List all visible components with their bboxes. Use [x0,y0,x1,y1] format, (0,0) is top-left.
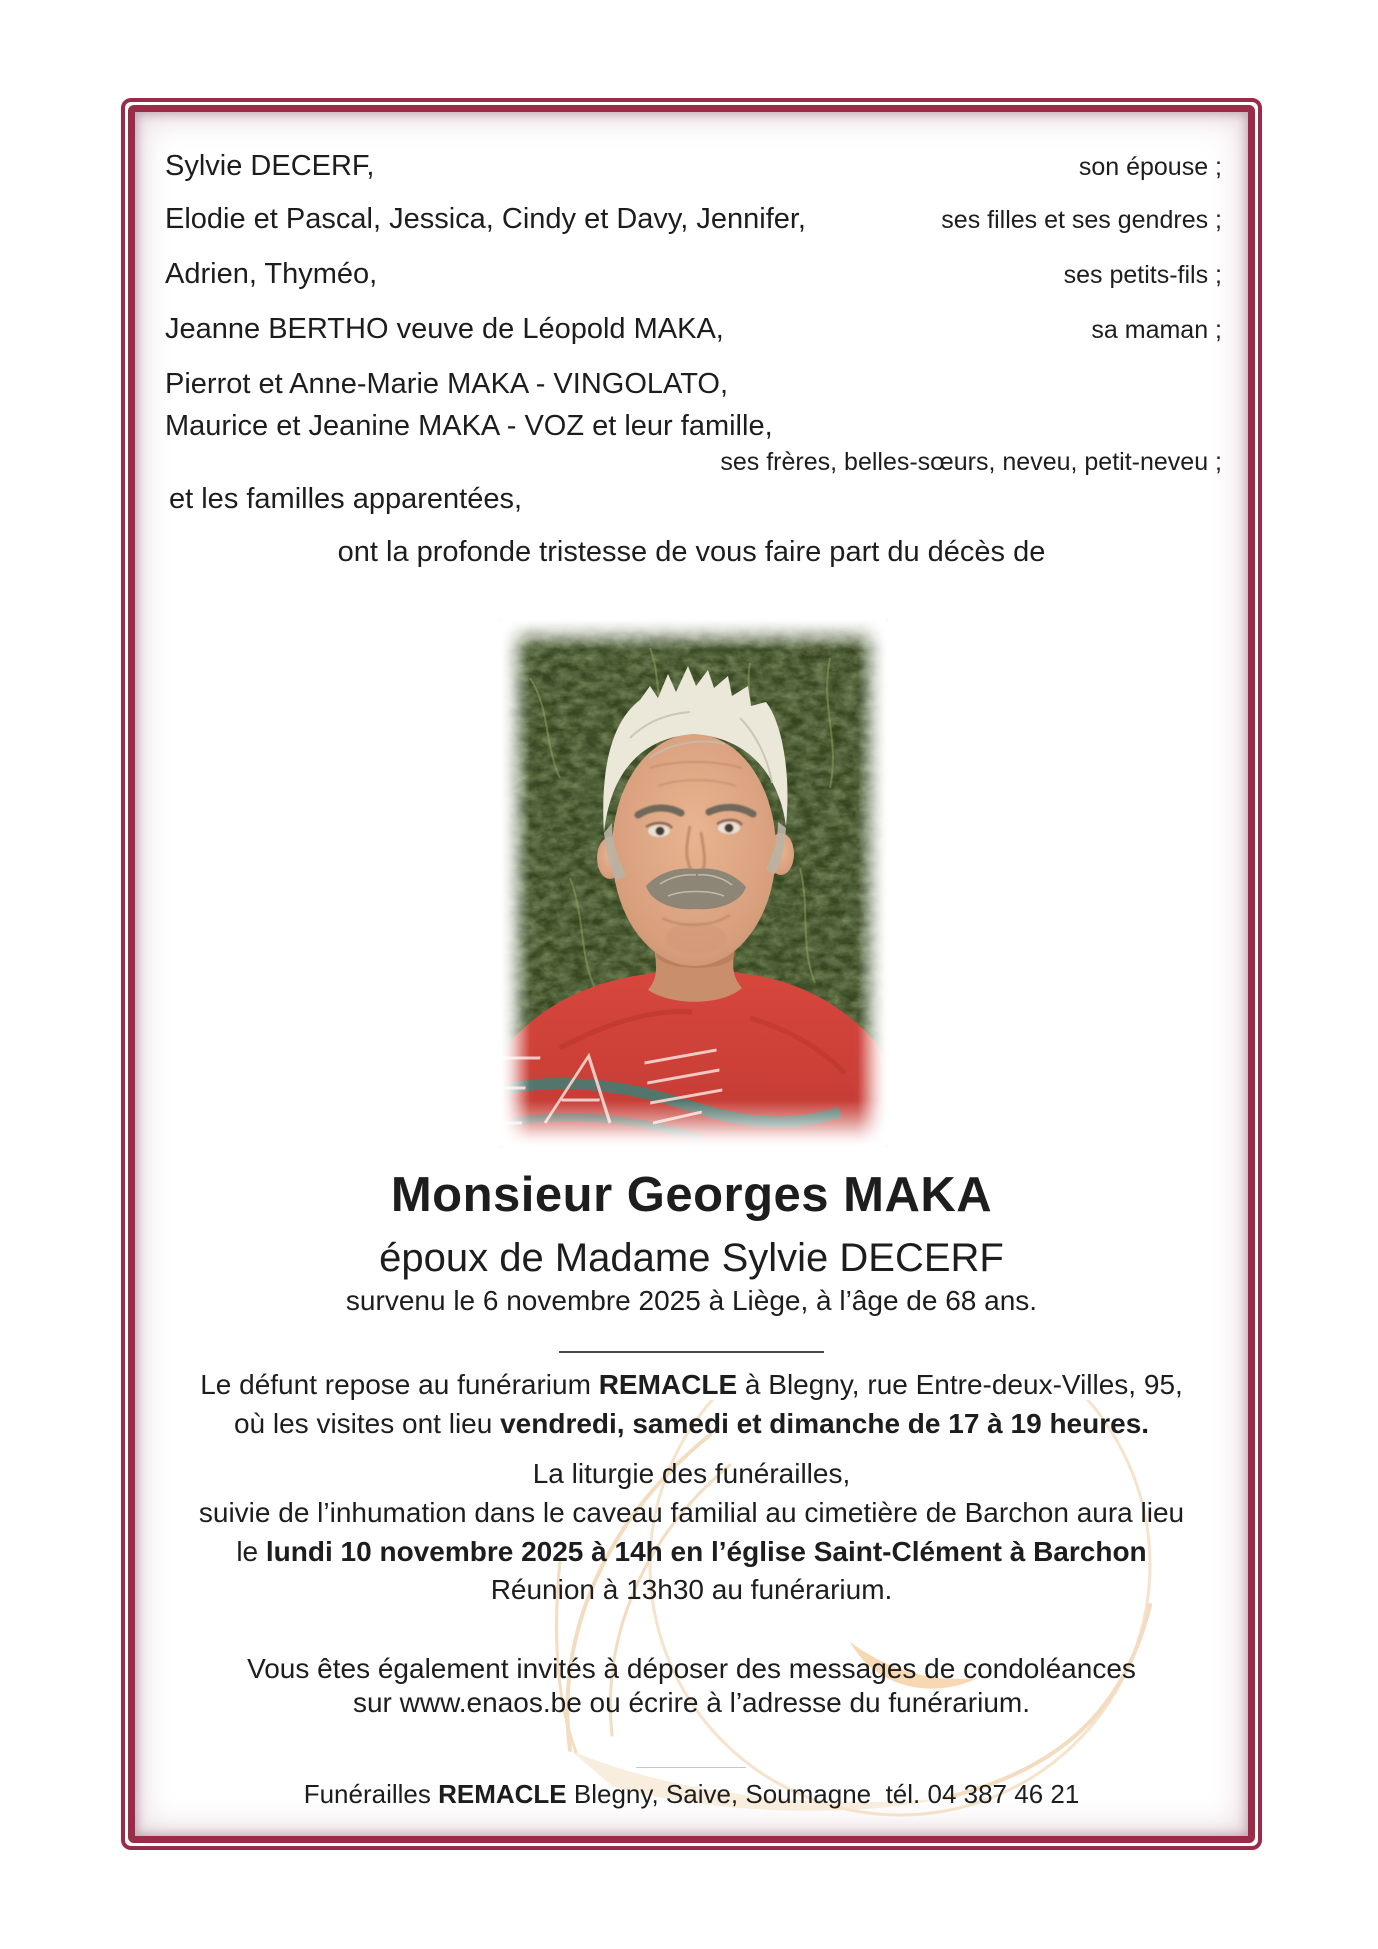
liturgie-line: La liturgie des funérailles, [532,1458,851,1489]
family-relation: son épouse ; [1078,153,1222,181]
family-line [165,313,1222,346]
visites-schedule: vendredi, samedi et dimanche de 17 à 19 heures. [500,1408,1150,1439]
family-relation: ses frères, belles-sœurs, neveu, petit-neveu ; [720,448,1222,476]
family-relation: sa maman ; [1091,316,1222,344]
memorial-card-inner [128,105,1255,1843]
visites-text: où les visites ont lieu [233,1408,501,1439]
footer-prefix: Funérailles [303,1779,439,1809]
death-date-line: survenu le 6 novembre 2025 à Liège, à l’âge de 68 ans. [345,1285,1038,1316]
family-names: Sylvie DECERF, [165,150,375,182]
funeral-home-line [135,1779,1248,1810]
family-names: Pierrot et Anne-Marie MAKA - VINGOLATO, [165,368,729,400]
ceremony-date-prefix: le [236,1536,266,1567]
family-names: Maurice et Jeanine MAKA - VOZ et leur famille, [165,410,773,442]
memorial-card-frame [121,98,1262,1850]
repose-line [135,1369,1248,1401]
family-line [165,258,1222,291]
repose-text: Le défunt repose au funérarium [200,1369,599,1400]
family-names: Jeanne BERTHO veuve de Léopold MAKA, [165,313,724,345]
family-line [165,150,1222,183]
condolences-line: Vous êtes également invités à déposer des messages de condoléances [247,1653,1136,1684]
portrait-illustration [500,618,888,1148]
family-names: et les familles apparentées, [169,483,523,515]
visites-line [135,1408,1248,1440]
family-names: Adrien, Thyméo, [165,258,378,290]
family-names: Elodie et Pascal, Jessica, Cindy et Davy, Jennifer, [165,203,806,235]
family-relation: ses petits-fils ; [1063,261,1222,289]
family-relation: ses filles et ses gendres ; [941,206,1222,234]
repose-address: à Blegny, rue Entre-deux-Villes, 95, [737,1369,1183,1400]
family-line [165,448,1222,477]
deceased-name: Monsieur Georges MAKA [390,1168,993,1222]
footer-divider [636,1767,746,1768]
announcement-line: ont la profonde tristesse de vous faire part du décès de [337,536,1046,568]
family-line [165,203,1222,236]
portrait-photo [500,618,888,1148]
ceremony-date-line [135,1536,1248,1568]
inhumation-line: suivie de l’inhumation dans le caveau familial au cimetière de Barchon aura lieu [198,1497,1185,1528]
family-line [165,483,1222,516]
family-line [165,368,1222,401]
ceremony-date-bold: lundi 10 novembre 2025 à 14h en l’église Saint-Clément à Barchon [265,1536,1147,1567]
funeral-home-brand: REMACLE [598,1369,738,1400]
reunion-line: Réunion à 13h30 au funérarium. [490,1574,893,1605]
section-divider [559,1351,824,1353]
family-line [165,410,1222,443]
footer-contact: Blegny, Saive, Soumagne tél. 04 387 46 21 [566,1779,1080,1809]
footer-brand: REMACLE [438,1779,567,1809]
spouse-line: époux de Madame Sylvie DECERF [379,1236,1004,1280]
enaos-line: sur www.enaos.be ou écrire à l’adresse du funérarium. [352,1687,1030,1718]
